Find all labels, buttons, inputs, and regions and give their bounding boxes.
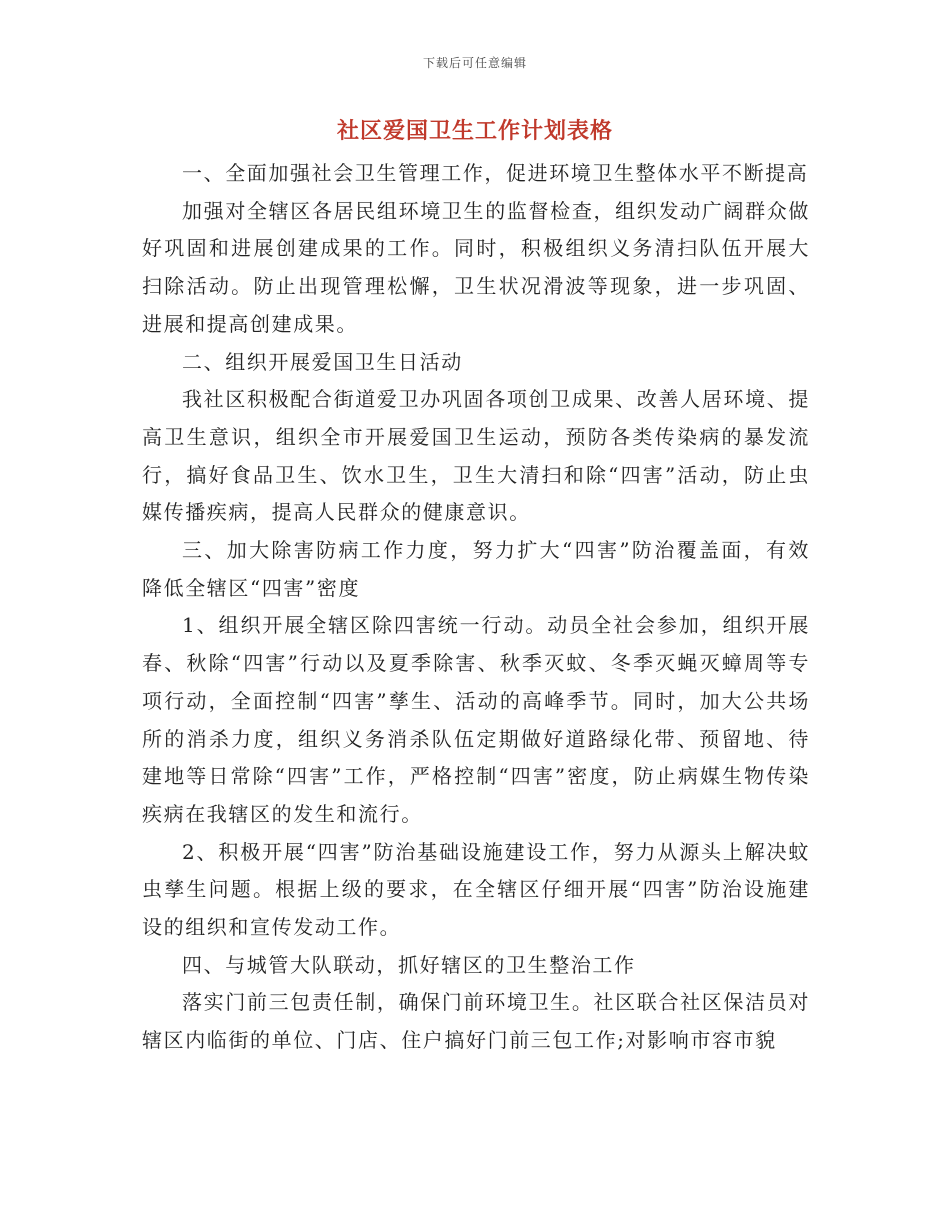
body-paragraph: 2、积极开展“四害”防治基础设施建设工作，努力从源头上解决蚊虫孳生问题。根据上级的要求，在全辖区仔细开展“四害”防治设施建设的组织和宣传发动工作。 (142, 839, 810, 940)
section-heading-3: 三、加大除害防病工作力度，努力扩大“四害”防治覆盖面，有效降低全辖区“四害”密度 (142, 538, 810, 600)
body-paragraph: 我社区积极配合街道爱卫办巩固各项创卫成果、改善人居环境、提高卫生意识，组织全市开展爱国卫生运动，预防各类传染病的暴发流行，搞好食品卫生、饮水卫生，卫生大清扫和除“四害”活动，防止虫媒传播疾病，提高人民群众的健康意识。 (142, 387, 810, 525)
document-title: 社区爱国卫生工作计划表格 (336, 118, 613, 144)
document-body (142, 155, 810, 1060)
download-edit-note: 下载后可任意编辑 (422, 56, 527, 70)
section-heading-2: 二、组织开展爱国卫生日活动 (182, 349, 463, 374)
body-paragraph: 落实门前三包责任制，确保门前环境卫生。社区联合社区保洁员对辖区内临街的单位、门店、住户搞好门前三包工作;对影响市容市貌 (142, 990, 810, 1053)
section-heading-1: 一、全面加强社会卫生管理工作，促进环境卫生整体水平不断提高 (182, 161, 809, 185)
body-paragraph: 1、组织开展全辖区除四害统一行动。动员全社会参加，组织开展春、秋除“四害”行动以及夏季除害、秋季灭蚊、冬季灭蝇灭蟑周等专项行动，全面控制“四害”孳生、活动的高峰季节。同时，加大公共场所的消杀力度，组织义务消杀队伍定期做好道路绿化带、预留地、待建地等日常除“四害”工作，严格控制“四害”密度，防止病媒生物传染疾病在我辖区的发生和流行。 (142, 613, 810, 826)
section-heading-4: 四、与城管大队联动，抓好辖区的卫生整治工作 (182, 952, 636, 977)
body-paragraph: 加强对全辖区各居民组环境卫生的监督检查，组织发动广阔群众做好巩固和进展创建成果的工作。同时，积极组织义务清扫队伍开展大扫除活动。防止出现管理松懈，卫生状况滑波等现象，进一步巩固、进展和提高创建成果。 (142, 198, 810, 336)
